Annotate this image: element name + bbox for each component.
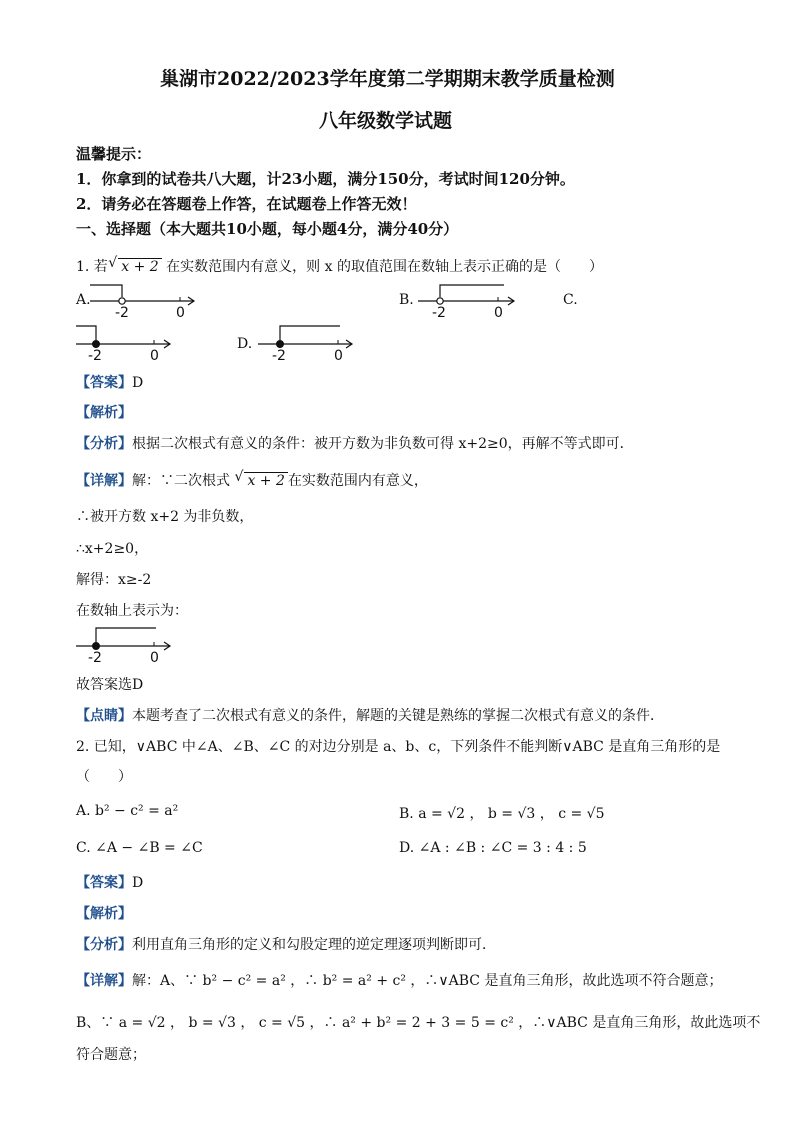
q1-option-b-tick-0: 0: [494, 305, 503, 321]
q1-option-c-label: C.: [563, 292, 578, 308]
q1-dianjing-tag: 【点睛】: [76, 708, 132, 724]
q2-analysis-tag: 【解析】: [76, 906, 132, 922]
q1-option-b-numberline: [418, 282, 528, 322]
tips-line-1: 1．你拿到的试卷共八大题，计23小题，满分150分，考试时间120分钟。: [76, 170, 575, 188]
q2-detail-line-2: B、∵ a = √2 ， b = √3 ， c = √5 ，∴ a² + b² = 2 + 3 = 5 = c² ，∴∨ABC 是直角三角形，故此选项不: [76, 1015, 761, 1031]
q1-answer: [76, 372, 143, 392]
q1-detail-sqrt: √ x + 2: [244, 472, 287, 489]
q1-detail: [76, 470, 428, 490]
q1-detail-sqrt-radicand: x + 2: [247, 473, 285, 489]
q2-fenxi: [76, 934, 496, 954]
q1-option-d-numberline: [258, 322, 368, 366]
section-heading: 一、选择题（本大题共10小题，每小题4分，满分40分）: [76, 220, 459, 238]
q1-detail-suffix: 在实数范围内有意义，: [287, 473, 428, 489]
q1-detail-prefix: 解：∵二次根式: [132, 473, 230, 489]
q1-solution-tick-0: 0: [150, 650, 159, 666]
q1-solution-tick-neg2: -2: [88, 650, 102, 666]
q1-option-a-tick-neg2: -2: [115, 305, 129, 321]
q2-option-c: C. ∠A − ∠B = ∠C: [76, 840, 203, 856]
q1-option-c-numberline: [76, 322, 186, 366]
q1-step-4: 在数轴上表示为：: [76, 603, 188, 619]
q1-option-b-tick-neg2: -2: [432, 305, 446, 321]
q1-option-a-tick-0: 0: [176, 305, 185, 321]
q1-solution-numberline: [76, 624, 186, 668]
q2-detail-line-3: 符合题意；: [76, 1047, 146, 1063]
q1-stem-suffix: 在实数范围内有意义，则 x 的取值范围在数轴上表示正确的是（ ）: [166, 259, 603, 275]
tips-heading: 温馨提示：: [76, 145, 152, 163]
q2-answer: [76, 872, 143, 892]
q1-fenxi: [76, 433, 634, 453]
q1-conclusion: 故答案选D: [76, 677, 144, 693]
q1-stem: [76, 256, 603, 276]
q1-answer-value: D: [132, 375, 144, 391]
q2-stem-line-2: （ ）: [76, 769, 132, 785]
q2-fenxi-tag: 【分析】: [76, 937, 132, 953]
q1-option-a-label: A.: [76, 292, 91, 308]
q1-detail-tag: 【详解】: [76, 473, 132, 489]
q1-step-2: ∴x+2≥0，: [76, 541, 149, 557]
q2-detail-text-1: 解：A、∵ b² − c² = a² ，∴ b² = a² + c² ，∴∨ABC 是直角三角形，故此选项不符合题意；: [132, 973, 723, 989]
q2-answer-value: D: [132, 875, 144, 891]
q2-detail-tag: 【详解】: [76, 973, 132, 989]
q1-option-c-tick-0: 0: [150, 348, 159, 364]
q1-option-b-label: B.: [399, 292, 414, 308]
q1-fenxi-text: 根据二次根式有意义的条件：被开方数为非负数可得 x+2≥0，再解不等式即可．: [132, 436, 634, 452]
q1-sqrt: √ x + 2: [118, 258, 161, 275]
tips-line-2: 2．请务必在答题卷上作答，在试题卷上作答无效！: [76, 195, 417, 213]
q2-option-d: D. ∠A : ∠B : ∠C = 3 : 4 : 5: [399, 840, 587, 856]
q1-option-a-numberline: [90, 282, 210, 322]
q2-answer-tag: 【答案】: [76, 875, 132, 891]
q1-sqrt-radicand: x + 2: [121, 259, 159, 275]
q1-answer-tag: 【答案】: [76, 375, 132, 391]
q1-option-d-label: D.: [237, 336, 253, 352]
q1-option-d-tick-neg2: -2: [272, 348, 286, 364]
page-title: 巢湖市2022/2023学年度第二学期期末教学质量检测: [160, 68, 615, 90]
q2-detail-line-1: [76, 970, 722, 990]
q1-option-c-tick-neg2: -2: [88, 348, 102, 364]
q2-stem-line-1: 2. 已知，∨ABC 中∠A、∠B、∠C 的对边分别是 a、b、c，下列条件不能判断∨ABC 是直角三角形的是: [76, 739, 721, 755]
q2-fenxi-text: 利用直角三角形的定义和勾股定理的逆定理逐项判断即可．: [132, 937, 496, 953]
q1-option-d-tick-0: 0: [334, 348, 343, 364]
q1-dianjing: [76, 705, 664, 725]
q1-step-3: 解得：x≥-2: [76, 572, 152, 588]
q1-analysis-tag: 【解析】: [76, 405, 132, 421]
page-subtitle: 八年级数学试题: [319, 110, 453, 132]
q1-step-1: ∴被开方数 x+2 为非负数，: [76, 509, 254, 525]
q1-stem-prefix: 1. 若: [76, 259, 108, 275]
q1-fenxi-tag: 【分析】: [76, 436, 132, 452]
q2-option-b: B. a = √2 ， b = √3 ， c = √5: [399, 806, 605, 822]
q1-dianjing-text: 本题考查了二次根式有意义的条件，解题的关键是熟练的掌握二次根式有意义的条件．: [132, 708, 664, 724]
q2-option-a: A. b² − c² = a²: [76, 803, 179, 819]
